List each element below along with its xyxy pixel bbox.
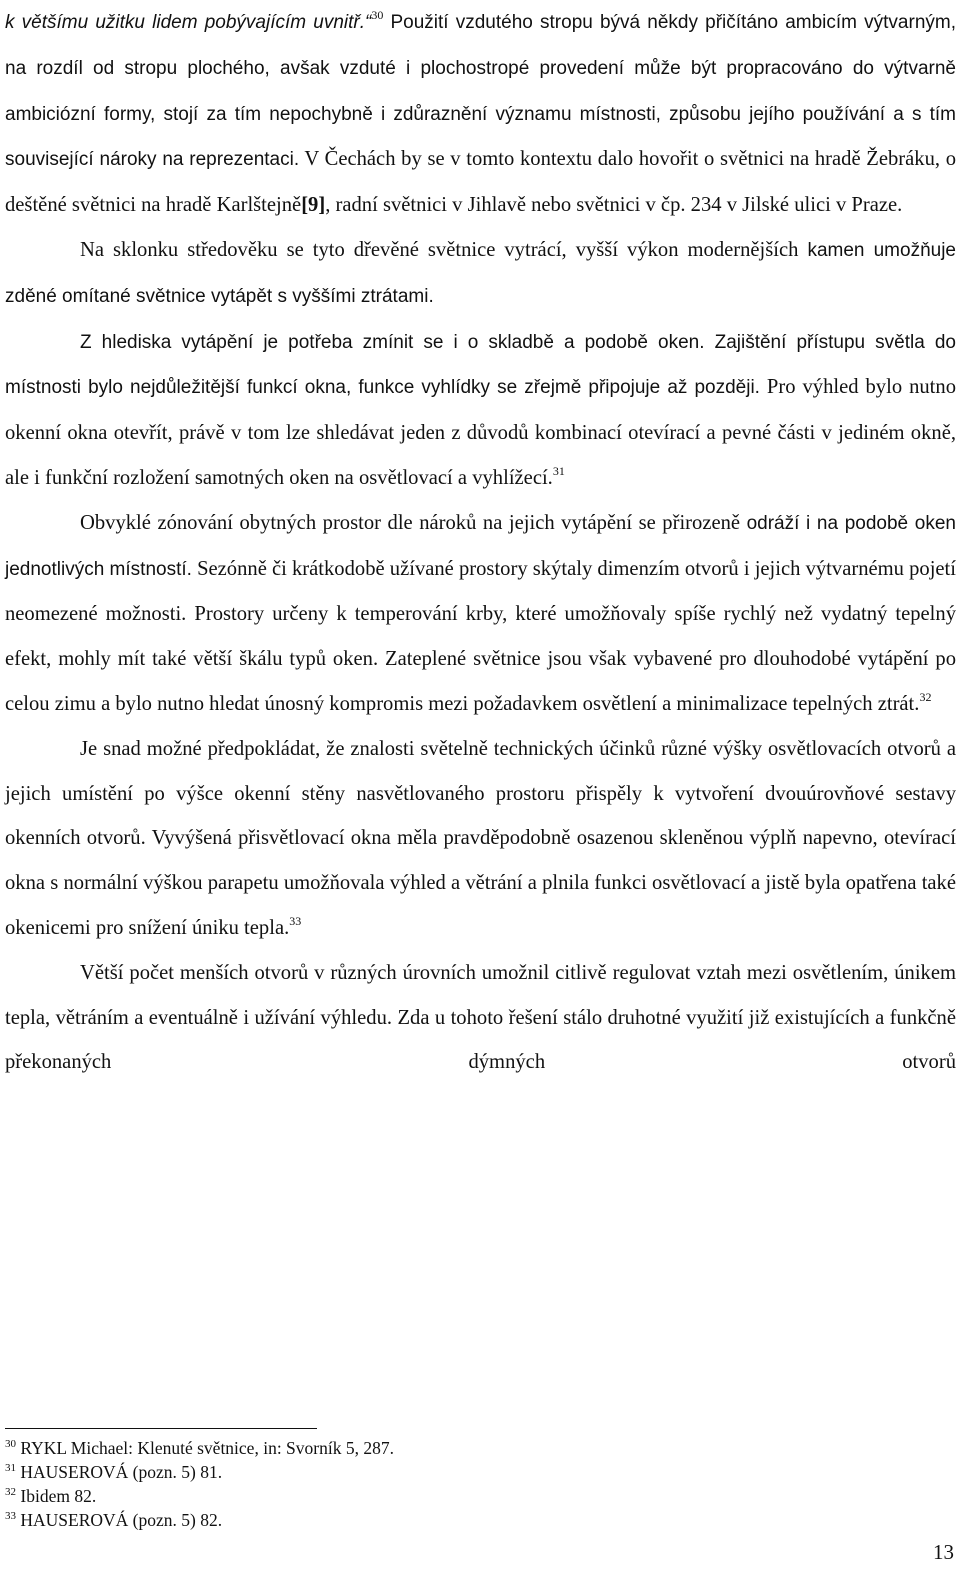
footnote-ref-30[interactable]: 30 (371, 8, 384, 22)
footnote-text: HAUSEROVÁ (pozn. 5) 82. (16, 1510, 223, 1530)
paragraph-1-serif-text: V Čechách by se v tomto kontextu dalo hovořit o světnici na hradě Žebráku, o deštěné světnici na hradě Karlštejně (5, 148, 956, 217)
footnote-number: 32 (5, 1486, 16, 1498)
footnote-text: HAUSEROVÁ (pozn. 5) 81. (16, 1462, 223, 1482)
footnote-ref-32[interactable]: 32 (919, 689, 932, 704)
paragraph-6 (5, 951, 956, 1085)
paragraph-4-sans-text: odráží i na podobě oken jednotlivých místností. (5, 512, 956, 580)
footnote-number: 30 (5, 1438, 16, 1450)
paragraph-2-serif-text: Na sklonku středověku se tyto dřevěné světnice vytrácí, vyšší výkon modernějších (80, 238, 808, 261)
page-number: 13 (933, 1540, 954, 1564)
footnote-ref-31[interactable]: 31 (552, 463, 565, 478)
paragraph-1-sans-text: Použití vzdutého stropu bývá někdy přičítáno ambicím výtvarným, na rozdíl od stropu plochého, avšak vzduté i plochostropé provedení může být propracováno do výtvarně ambiciózní formy, stojí za tím nepochybně i zdůraznění významu místnosti, způsobu jejího používání a s tím související nároky na reprezentaci. (5, 12, 956, 171)
footnotes (5, 1436, 705, 1532)
footnote-text: RYKL Michael: Klenuté světnice, in: Svorník 5, 287. (16, 1438, 394, 1458)
footnote-32 (5, 1484, 705, 1508)
closing-quote-mark: “ (365, 12, 372, 33)
footnote-ref-33[interactable]: 33 (289, 913, 302, 928)
paragraph-4-serif-text-b: Sezónně či krátkodobě užívané prostory skýtaly dimenzím otvorů i jejich výtvarnému pojetí neomezené možnosti. Prostory určeny k temperování krby, které umožňovaly spíše rychlý než vydatný tepelný efekt, mohly mít také větší škálu typů oken. Zateplené světnice jsou však vybavené pro dlouhodobé vytápění po celou zimu a bylo nutno hledat únosný kompromis mezi požadavkem osvětlení a minimalizace tepelných ztrát. (5, 557, 956, 715)
footnote-text: Ibidem 82. (16, 1486, 97, 1506)
reference-link-9[interactable]: [9] (301, 194, 326, 217)
footnote-31 (5, 1460, 705, 1484)
paragraph-2-sans-text: kamen umožňuje zděné omítané světnice vytápět s vyššími ztrátami. (5, 239, 956, 307)
paragraph-1-serif-end: , radní světnici v Jihlavě nebo světnici v čp. 234 v Jilské ulici v Praze. (325, 194, 903, 217)
paragraph-6-text: Větší počet menších otvorů v různých úrovních umožnil citlivě regulovat vztah mezi osvětlením, únikem tepla, větráním a eventuálně i užívání výhledu. Zda u tohoto řešení stálo druhotné využití již existujících a funkčně překonaných dýmných otvorů (5, 961, 956, 1074)
paragraph-4-serif-text-a: Obvyklé zónování obytných prostor dle nároků na jejich vytápění se přirozeně (80, 511, 747, 534)
paragraph-1 (5, 0, 956, 228)
body-text (5, 0, 956, 1085)
paragraph-3-sans-text: Z hlediska vytápění je potřeba zmínit se i o skladbě a podobě oken. Zajištění přístupu světla do místnosti bylo nejdůležitější funkcí okna, funkce vyhlídky se zřejmě připojuje až později. (5, 331, 956, 399)
paragraph-2 (5, 228, 956, 320)
paragraph-3 (5, 320, 956, 501)
paragraph-4 (5, 501, 956, 727)
paragraph-5-text: Je snad možné předpokládat, že znalosti světelně technických účinků různé výšky osvětlovacích otvorů a jejich umístění po výšce okenní stěny nasvětlovaného prostoru přispěly k vytvoření dvouúrovňové sestavy okenních otvorů. Vyvýšená přisvětlovací okna měla pravděpodobně osazenou skleněnou výplň napevno, otevírací okna s normální výškou parapetu umožňovala výhled a větrání a plnila funkci osvětlovací a jistě byla opatřena také okenicemi pro snížení úniku tepla. (5, 737, 956, 939)
footnote-30 (5, 1436, 705, 1460)
paragraph-3-serif-text: Pro výhled bylo nutno okenní okna otevřít, právě v tom lze shledávat jeden z důvodů kombinací otevírací a pevné části v jediném okně, ale i funkční rozložení samotných oken na osvětlovací a vyhlížecí. (5, 376, 956, 489)
footnote-separator (5, 1428, 317, 1429)
footnote-number: 31 (5, 1462, 16, 1474)
paragraph-5 (5, 727, 956, 951)
footnote-33 (5, 1508, 705, 1532)
italic-quote-text: k většímu užitku lidem pobývajícím uvnitř. (5, 12, 365, 33)
footnote-number: 33 (5, 1510, 16, 1522)
